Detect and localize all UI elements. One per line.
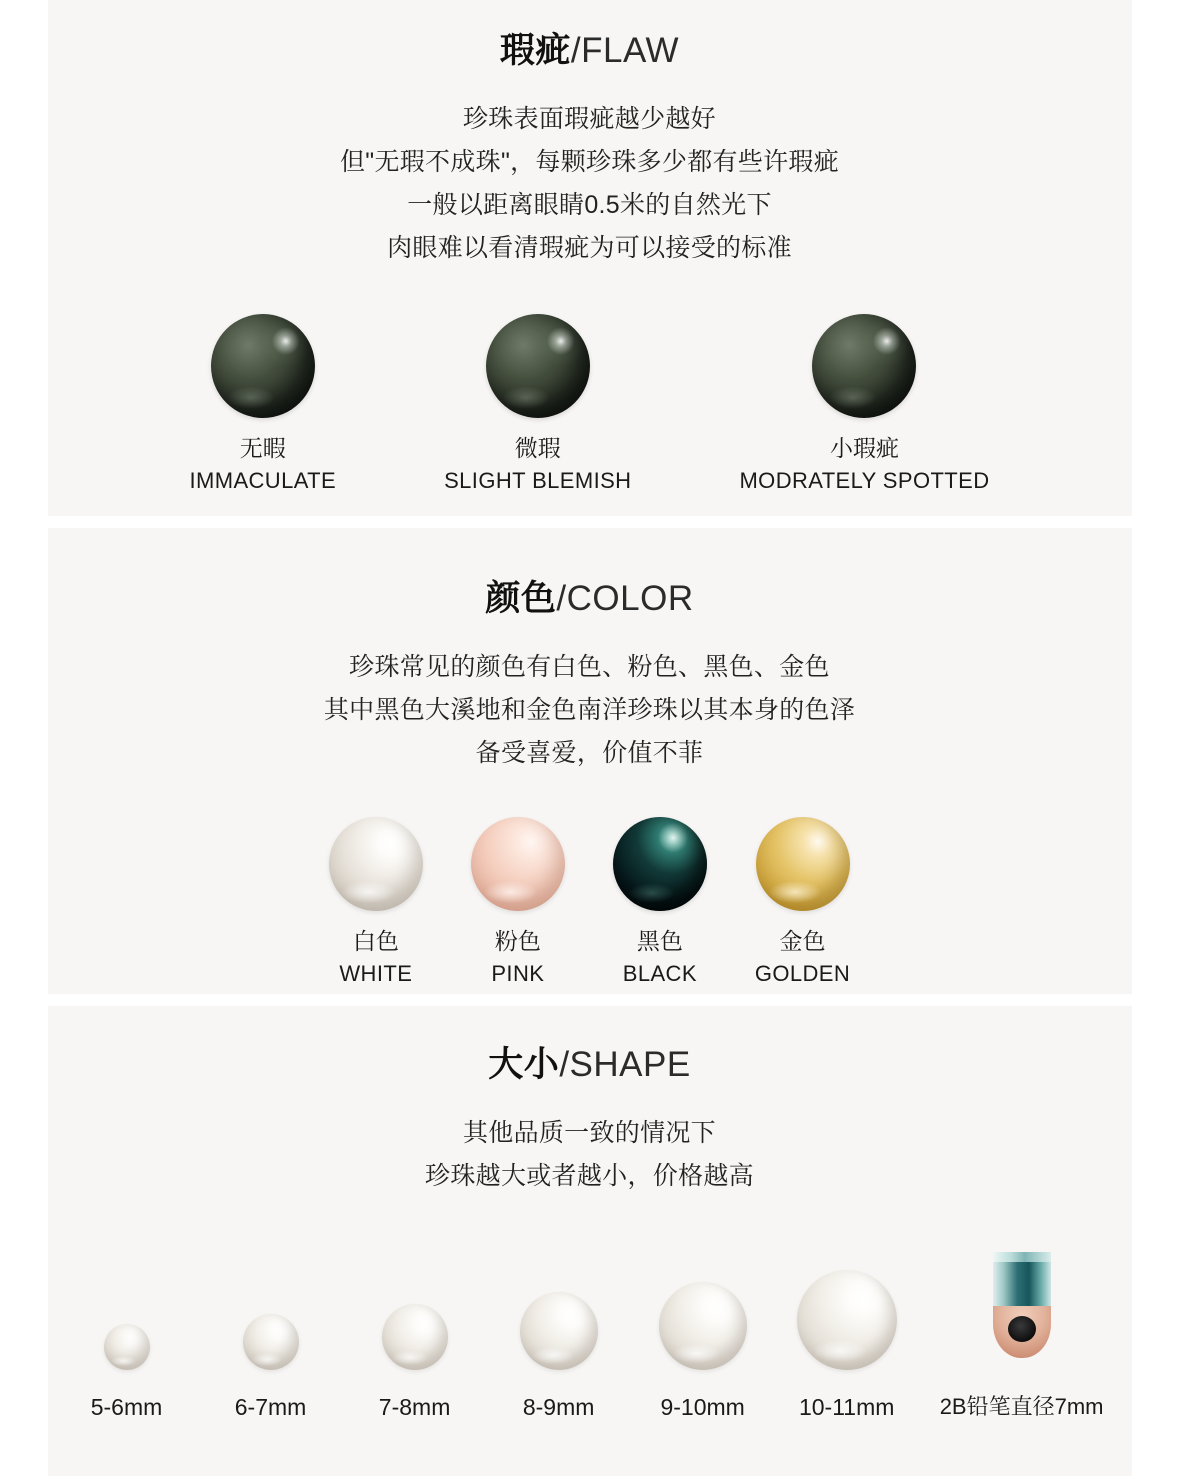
dark-pearl-icon xyxy=(486,314,590,418)
section-shape-heading xyxy=(48,1044,1132,1086)
description-line: 其中黑色大溪地和金色南洋珍珠以其本身的色泽 xyxy=(323,696,856,724)
section-color-heading xyxy=(48,578,1132,620)
section-shape-heading-en: /SHAPE xyxy=(559,1045,691,1084)
description-line: 珍珠表面瑕疵越少越好 xyxy=(462,105,716,133)
description-line: 肉眼难以看清瑕疵为可以接受的标准 xyxy=(387,234,792,262)
size-label: 2B铅笔直径7mm xyxy=(939,1394,1104,1419)
color-item-caption xyxy=(755,925,850,989)
flaw-item-label-cn: 无暇 xyxy=(239,435,286,461)
color-item-label-cn: 黑色 xyxy=(636,928,683,954)
section-divider xyxy=(48,516,1132,528)
flaw-item-immaculate xyxy=(189,314,336,496)
size-label: 8-9mm xyxy=(522,1394,595,1420)
size-label: 10-11mm xyxy=(798,1394,895,1420)
size-ball-wrap xyxy=(382,1258,448,1370)
flaw-item-label-en: MODRATELY SPOTTED xyxy=(739,467,990,493)
size-item-10-11mm xyxy=(796,1258,898,1421)
pearl-size-icon xyxy=(797,1270,897,1370)
section-shape xyxy=(48,1006,1132,1476)
size-ball-wrap xyxy=(797,1258,897,1370)
color-item-label-en: GOLDEN xyxy=(754,960,851,986)
dark-pearl-icon xyxy=(812,314,916,418)
black-pearl-icon xyxy=(613,817,707,911)
flaw-item-modrately-spotted xyxy=(739,314,989,496)
section-shape-description xyxy=(48,1112,1132,1198)
white-pearl-icon xyxy=(329,817,423,911)
color-item-label-en: BLACK xyxy=(622,960,697,986)
flaw-item-label-en: IMMACULATE xyxy=(189,467,337,493)
color-item-caption xyxy=(339,925,412,989)
pencil-barrel-top xyxy=(993,1252,1051,1262)
color-item-caption xyxy=(491,925,544,989)
size-ball-wrap xyxy=(243,1258,299,1370)
section-shape-heading-cn: 大小 xyxy=(488,1045,560,1084)
flaw-item-label-en: SLIGHT BLEMISH xyxy=(444,467,632,493)
size-ball-wrap xyxy=(979,1254,1065,1366)
pearl-size-icon xyxy=(104,1324,150,1370)
flaw-pearl-row xyxy=(48,314,1132,496)
section-flaw-heading-en: /FLAW xyxy=(570,31,680,70)
pencil-barrel xyxy=(993,1254,1051,1310)
pearl-size-icon xyxy=(382,1304,448,1370)
color-item-black xyxy=(613,817,707,989)
flaw-item-caption xyxy=(189,432,336,496)
description-line: 其他品质一致的情况下 xyxy=(462,1119,716,1147)
size-item-6-7mm xyxy=(220,1258,322,1421)
flaw-item-label-cn: 小瑕疵 xyxy=(829,435,899,461)
description-line: 但"无瑕不成珠"，每颗珍珠多少都有些许瑕疵 xyxy=(339,148,840,176)
flaw-item-caption xyxy=(739,432,989,496)
size-item-5-6mm xyxy=(76,1258,178,1421)
size-item-9-10mm xyxy=(652,1258,754,1421)
section-color-description xyxy=(48,646,1132,775)
color-item-label-en: WHITE xyxy=(339,960,413,986)
section-flaw-heading xyxy=(48,30,1132,72)
pencil-graphite-core xyxy=(1008,1316,1036,1342)
size-comparison-row xyxy=(48,1254,1132,1421)
color-item-label-cn: 白色 xyxy=(352,928,399,954)
color-item-label-en: PINK xyxy=(491,960,545,986)
section-color-heading-cn: 颜色 xyxy=(485,579,557,618)
flaw-item-caption xyxy=(444,432,631,496)
pink-pearl-icon xyxy=(471,817,565,911)
color-item-white xyxy=(329,817,423,989)
pearl-size-icon xyxy=(659,1282,747,1370)
section-flaw-description xyxy=(48,98,1132,270)
size-label: 7-8mm xyxy=(378,1394,451,1420)
description-line: 珍珠越大或者越小，价格越高 xyxy=(425,1162,754,1190)
flaw-item-slight-blemish xyxy=(444,314,631,496)
description-line: 珍珠常见的颜色有白色、粉色、黑色、金色 xyxy=(349,653,830,681)
description-line: 备受喜爱，价值不菲 xyxy=(475,739,704,767)
section-color xyxy=(48,528,1132,994)
section-divider xyxy=(48,994,1132,1006)
size-label: 6-7mm xyxy=(234,1394,307,1420)
size-ball-wrap xyxy=(104,1258,150,1370)
color-item-label-cn: 金色 xyxy=(779,928,826,954)
color-item-caption xyxy=(623,925,697,989)
size-ball-wrap xyxy=(659,1258,747,1370)
pearl-size-icon xyxy=(520,1292,598,1370)
size-item-8-9mm xyxy=(508,1258,610,1421)
color-item-pink xyxy=(471,817,565,989)
pencil-icon xyxy=(979,1254,1065,1366)
size-label: 5-6mm xyxy=(90,1394,163,1420)
size-item-pencil-reference xyxy=(940,1254,1104,1421)
size-ball-wrap xyxy=(520,1258,598,1370)
section-color-heading-en: /COLOR xyxy=(556,579,694,618)
color-item-golden xyxy=(755,817,850,989)
size-label: 9-10mm xyxy=(660,1394,745,1420)
section-flaw xyxy=(48,0,1132,516)
pearl-size-icon xyxy=(243,1314,299,1370)
size-item-7-8mm xyxy=(364,1258,466,1421)
color-item-label-cn: 粉色 xyxy=(494,928,541,954)
flaw-item-label-cn: 微瑕 xyxy=(514,435,561,461)
description-line: 一般以距离眼睛0.5米的自然光下 xyxy=(407,191,772,219)
golden-pearl-icon xyxy=(756,817,850,911)
color-pearl-row xyxy=(48,817,1132,989)
dark-pearl-icon xyxy=(211,314,315,418)
section-flaw-heading-cn: 瑕疵 xyxy=(499,31,571,70)
